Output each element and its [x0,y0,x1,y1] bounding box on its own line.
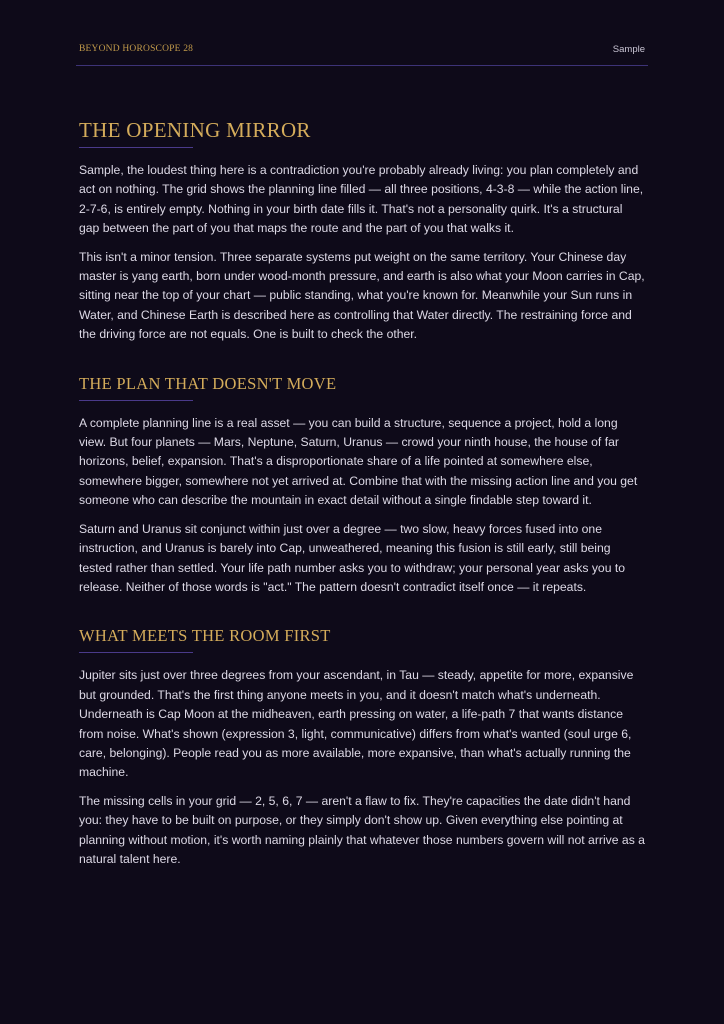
brand-title: BEYOND HOROSCOPE 28 [79,44,194,54]
header-divider [76,65,648,66]
section-plan-doesnt-move [79,372,646,598]
section-title: WHAT MEETS THE ROOM FIRST [79,626,331,646]
page-header [79,42,645,56]
section-title: THE PLAN THAT DOESN'T MOVE [79,373,337,393]
paragraph: Sample, the loudest thing here is a contradiction you're probably already living: you plan completely and act on nothing. The grid shows the planning line filled — all three positions, 4-3-8 — while the action line, 2-7-6, is entirely empty. Nothing in your birth date fills it. That's not a personality quirk. It's a structural gap between the part of you that maps the route and the part of you that walks it. [79,163,644,236]
paragraph: The missing cells in your grid — 2, 5, 6, 7 — aren't a flaw to fix. They're capacities the date didn't hand you: they have to be built on purpose, or they simply don't show up. Given everything else pointing at planning without motion, it's worth naming plainly that whatever those numbers govern will not arrive as a natural talent here. [79,793,645,866]
section-title: THE OPENING MIRROR [79,118,311,142]
paragraph: A complete planning line is a real asset — you can build a structure, sequence a project, hold a long view. But four planets — Mars, Neptune, Saturn, Uranus — crowd your ninth house, the house of far horizons, belief, expansion. That's a disproportionate share of a life pointed at somewhere else, somewhere bigger, somewhere not yet arrived at. Combine that with the missing action line and you get someone who can describe the mountain in exact detail without a single findable step toward it. [79,415,638,508]
section-title-underline [79,400,193,401]
section-title-underline [79,652,193,653]
paragraph: This isn't a minor tension. Three separate systems put weight on the same territory. Your Chinese day master is yang earth, born under wood-month pressure, and earth is also what your Moon carries in Cap, sitting near the top of your chart — public standing, what you're known for. Meanwhile your Sun runs in Water, and Chinese Earth is described here as controlling that Water directly. The restraining force and the driving force are not equals. One is built to check the other. [79,249,645,342]
report-content [79,116,646,878]
section-meets-room-first [79,624,646,869]
paragraph: Saturn and Uranus sit conjunct within just over a degree — two slow, heavy forces fused into one instruction, and Uranus is barely into Cap, unweathered, meaning this fusion is still early, still being tested rather than settled. Your life path number asks you to withdraw; your personal year asks you to release. Neither of those words is "act." The pattern doesn't contradict itself once — it repeats. [79,521,626,594]
paragraph: Jupiter sits just over three degrees from your ascendant, in Tau — steady, appetite for more, expansive but grounded. That's the first thing anyone meets in you, and it doesn't match what's underneath. Underneath is Cap Moon at the midheaven, earth pressing on water, a life-path 7 that wants distance from noise. What's shown (expression 3, light, communicative) differs from what's wanted (soul urge 6, care, belonging). People read you as more available, more expansive, than what's actually running the machine. [79,668,634,780]
section-title-underline [79,147,193,148]
section-opening-mirror [79,116,646,345]
client-name: Sample [612,43,645,55]
